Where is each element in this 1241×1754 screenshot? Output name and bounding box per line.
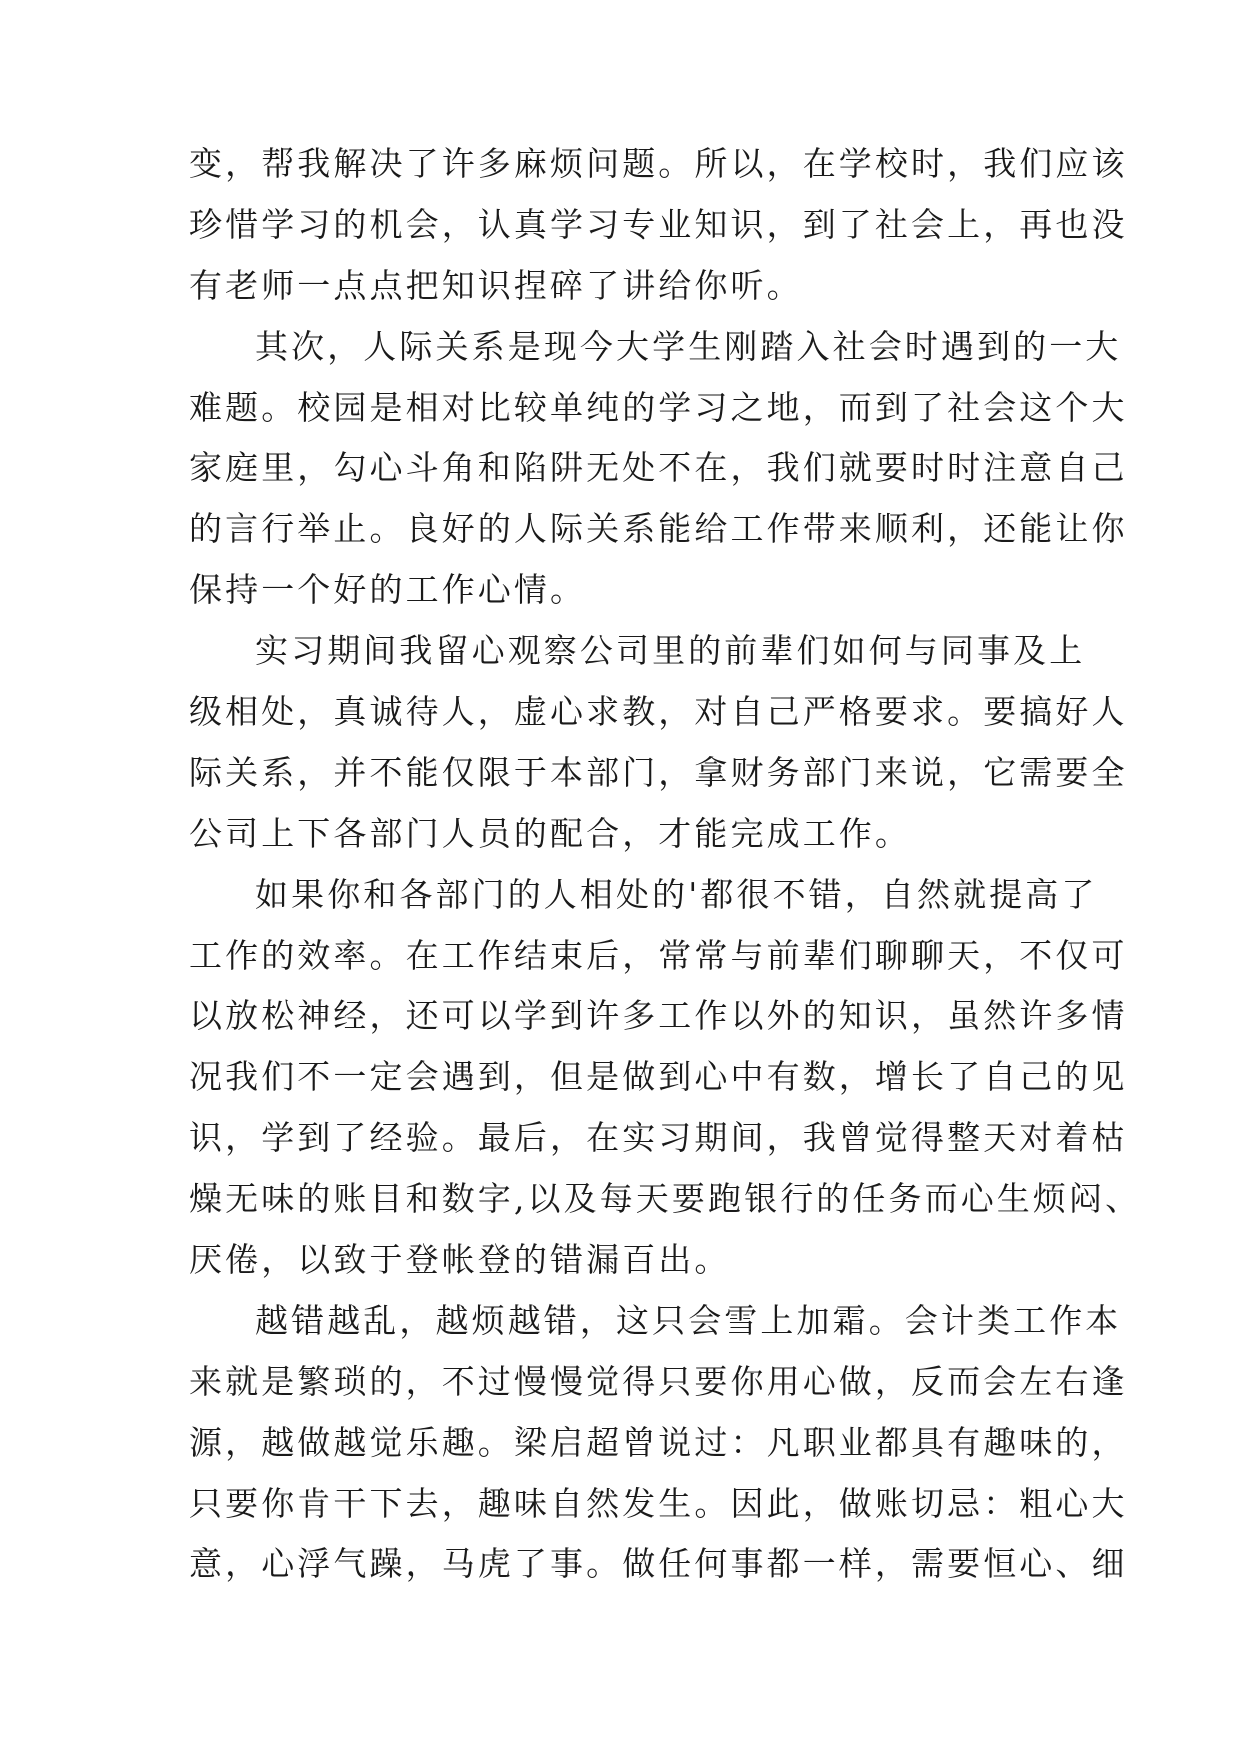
text-line: 际关系，并不能仅限于本部门，拿财务部门来说，它需要全: [189, 752, 1128, 792]
text-line: 以放松神经，还可以学到许多工作以外的知识，虽然许多情: [189, 996, 1128, 1036]
document-body: [189, 134, 1142, 1595]
paragraph-first-line: 其次，人际关系是现今大学生刚踏入社会时遇到的一大: [255, 326, 1122, 366]
text-line: 燥无味的账目和数字,以及每天要跑银行的任务而心生烦闷、: [189, 1179, 1142, 1219]
text-line: 识，学到了经验。最后，在实习期间，我曾觉得整天对着枯: [189, 1118, 1128, 1158]
text-line: 厌倦，以致于登帐登的错漏百出。: [189, 1240, 731, 1280]
text-line: 珍惜学习的机会，认真学习专业知识，到了社会上，再也没: [189, 204, 1128, 244]
paragraph-first-line: 实习期间我留心观察公司里的前辈们如何与同事及上: [255, 631, 1086, 671]
text-line: 难题。校园是相对比较单纯的学习之地，而到了社会这个大: [189, 387, 1128, 427]
text-line: 源，越做越觉乐趣。梁启超曾说过：凡职业都具有趣味的，: [189, 1422, 1128, 1462]
paragraph-first-line: 如果你和各部门的人相处的'都很不错，自然就提高了: [255, 874, 1098, 914]
text-line: 来就是繁琐的，不过慢慢觉得只要你用心做，反而会左右逢: [189, 1361, 1128, 1401]
text-line: 保持一个好的工作心情。: [189, 570, 587, 610]
text-line: 工作的效率。在工作结束后，常常与前辈们聊聊天，不仅可: [189, 935, 1128, 975]
text-line: 家庭里，勾心斗角和陷阱无处不在，我们就要时时注意自己: [189, 448, 1128, 488]
text-line: 变，帮我解决了许多麻烦问题。所以，在学校时，我们应该: [189, 144, 1128, 183]
text-line: 公司上下各部门人员的配合，才能完成工作。: [189, 813, 911, 853]
paragraph-first-line: 越错越乱，越烦越错，这只会雪上加霜。会计类工作本: [255, 1300, 1122, 1340]
text-line: 只要你肯干下去，趣味自然发生。因此，做账切忌：粗心大: [189, 1483, 1128, 1523]
text-line: 级相处，真诚待人，虚心求教，对自己严格要求。要搞好人: [189, 692, 1128, 732]
text-line: 况我们不一定会遇到，但是做到心中有数，增长了自己的见: [189, 1057, 1128, 1097]
text-line: 意，心浮气躁，马虎了事。做任何事都一样，需要恒心、细: [189, 1544, 1128, 1584]
text-line: 的言行举止。良好的人际关系能给工作带来顺利，还能让你: [189, 509, 1128, 549]
text-line: 有老师一点点把知识捏碎了讲给你听。: [189, 265, 803, 305]
